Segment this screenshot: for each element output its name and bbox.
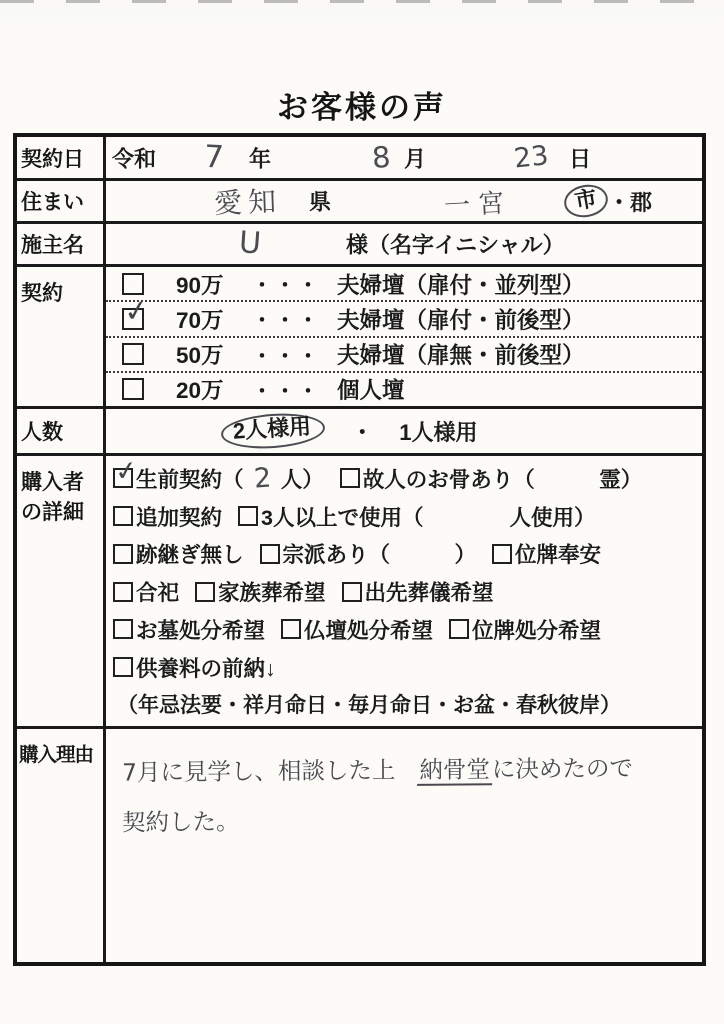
purchaser-details-label-line1: 購入者	[21, 471, 84, 494]
details-kuyouryou-zennou: 供養料の前納↓	[136, 656, 276, 681]
details-ihai-shobun-kibou: 位牌処分希望	[472, 618, 602, 643]
checkbox-70man-checked	[121, 292, 152, 331]
row-purchaser-details	[17, 456, 702, 729]
contract-options-list	[106, 267, 702, 406]
handwritten-prefecture: 愛知	[213, 184, 283, 221]
details-kazokusou-kibou: 家族葬希望	[218, 581, 326, 605]
people-option-two: 2人様用	[232, 413, 312, 444]
customer-voice-form-table	[13, 133, 706, 966]
option-price: 70万	[176, 307, 224, 333]
row-people-count	[17, 409, 702, 456]
option-desc: 夫婦壇（扉無・前後型）	[337, 343, 585, 369]
contract-option-20	[106, 371, 702, 406]
checkbox-sannin-ijou	[238, 506, 258, 526]
contract-options-content	[106, 267, 702, 406]
scan-artifact-top-edge	[0, 0, 724, 3]
handwritten-month-value: 8	[370, 139, 392, 175]
month-suffix: 月	[404, 146, 427, 171]
contract-label: 契約	[17, 267, 106, 406]
option-desc: 夫婦壇（扉付・並列型）	[337, 272, 585, 298]
checkbox-ihai-houan	[492, 544, 512, 564]
form-title: お客様の声	[277, 90, 447, 125]
checkbox-butsudan-shobun-kibou	[281, 619, 301, 639]
checkbox-kazokusou-kibou	[195, 582, 215, 602]
purchaser-details-lines	[106, 456, 702, 726]
contract-date-label: 契約日	[17, 137, 106, 178]
checkbox-shuha-ari	[260, 544, 280, 564]
purchase-reason-content	[106, 729, 702, 962]
handwritten-owner-initial: U	[237, 225, 263, 262]
purchaser-details-content	[106, 456, 702, 726]
circle-mark-two-person	[220, 411, 326, 452]
circle-mark-city	[562, 181, 611, 220]
option-price: 50万	[176, 343, 224, 369]
option-price: 20万	[176, 378, 224, 404]
option-dots: ・・・	[252, 275, 321, 298]
reason-line2-text: 契約した。	[121, 807, 240, 837]
checkbox-ohaka-shobun-kibou	[113, 619, 133, 639]
details-atotsugi-nashi: 跡継ぎ無し	[136, 543, 244, 568]
checkbox-goushi	[113, 582, 133, 602]
handwritten-reason-text	[106, 729, 702, 845]
checkbox-kuyouryou-zennou	[113, 657, 133, 677]
details-line-5	[113, 614, 702, 645]
owner-name-suffix: 様（名字イニシャル）	[346, 232, 565, 258]
contract-option-50	[106, 336, 702, 371]
residence-content	[106, 181, 702, 221]
details-line-1	[112, 454, 702, 495]
reason-line1-before: 7月に見学し、相談した上	[121, 756, 396, 787]
city-suffix-circled: 市	[572, 185, 599, 214]
option-price: 90万	[176, 272, 224, 298]
owner-name-content	[106, 224, 702, 264]
option-desc: 夫婦壇（扉付・前後型）	[337, 307, 585, 333]
handwritten-city: 一宮	[443, 188, 513, 222]
details-line-2	[113, 501, 702, 532]
people-count-label: 人数	[17, 409, 106, 453]
checkbox-kojin-okotsu	[340, 468, 360, 488]
details-desaki-sougi-kibou: 出先葬儀希望	[364, 581, 494, 605]
year-suffix: 年	[249, 146, 272, 171]
residence-label: 住まい	[17, 181, 106, 221]
purchaser-details-label-line2: の詳細	[21, 501, 84, 524]
option-dots: ・・・	[252, 310, 321, 333]
reason-line1-after: に決めたので	[491, 754, 634, 784]
contract-option-70	[106, 292, 702, 335]
details-line-3	[113, 538, 702, 569]
checkbox-20man	[122, 378, 144, 400]
checkmark-icon: ✓	[112, 454, 140, 489]
contract-date-content	[106, 137, 702, 178]
details-sannin-ijou: 3人以上で使用（ 人使用）	[261, 505, 596, 530]
option-dots: ・・・	[252, 380, 321, 403]
day-suffix: 日	[569, 146, 592, 171]
details-ohaka-shobun-kibou: お墓処分希望	[136, 618, 266, 643]
checkbox-90man	[122, 273, 144, 295]
option-desc: 個人壇	[337, 378, 405, 404]
details-line-7-note	[113, 689, 702, 719]
city-suffix-rest: ・郡	[608, 189, 653, 215]
details-ihai-houan: 位牌奉安	[515, 543, 602, 568]
details-goushi: 合祀	[136, 581, 180, 605]
city-suffix-group	[564, 185, 652, 217]
reason-line-2	[122, 793, 694, 848]
row-purchase-reason	[17, 729, 702, 962]
owner-name-label: 施主名	[17, 224, 106, 264]
details-kojin-okotsu: 故人のお骨あり（ 霊）	[362, 467, 643, 492]
people-count-content	[106, 409, 702, 453]
handwritten-year-value: 7	[203, 138, 225, 176]
details-line-4	[113, 576, 702, 607]
checkbox-tsuika-keiyaku	[113, 506, 133, 526]
purchase-reason-label: 購入理由	[17, 729, 106, 962]
handwritten-day-value: 23	[512, 139, 550, 175]
details-memorial-note: （年忌法要・祥月命日・毎月命日・お盆・春秋彼岸）	[117, 694, 621, 718]
details-seizen-open: 生前契約（	[136, 467, 244, 492]
option-dots: ・・・	[252, 345, 321, 368]
prefecture-suffix: 県	[309, 189, 332, 215]
purchaser-details-label	[17, 456, 106, 726]
reason-line-1	[122, 743, 694, 798]
people-separator: ・	[351, 419, 374, 445]
row-contract-date	[17, 137, 702, 181]
checkbox-50man	[122, 343, 144, 365]
details-tsuika-keiyaku: 追加契約	[136, 505, 223, 530]
details-shuha-ari: 宗派あり（ ）	[282, 543, 477, 568]
handwritten-person-count: 2	[252, 462, 272, 495]
details-butsudan-shobun-kibou: 仏壇処分希望	[304, 618, 434, 643]
people-options	[106, 409, 702, 453]
checkbox-ihai-shobun-kibou	[449, 619, 469, 639]
people-option-one: 1人様用	[399, 419, 478, 445]
checkmark-icon: ✓	[121, 292, 152, 331]
reason-underlined-word: 納骨堂	[417, 755, 492, 786]
row-contract-options	[17, 267, 702, 409]
row-residence	[17, 181, 702, 224]
checkbox-seizen-keiyaku-checked	[112, 454, 140, 489]
era-label: 令和	[112, 146, 157, 171]
details-line-6	[113, 652, 702, 683]
checkbox-desaki-sougi-kibou	[342, 582, 362, 602]
row-owner-name	[17, 224, 702, 267]
details-seizen-close: 人）	[280, 467, 324, 492]
contract-option-90	[106, 267, 702, 300]
checkbox-atotsugi-nashi	[113, 544, 133, 564]
